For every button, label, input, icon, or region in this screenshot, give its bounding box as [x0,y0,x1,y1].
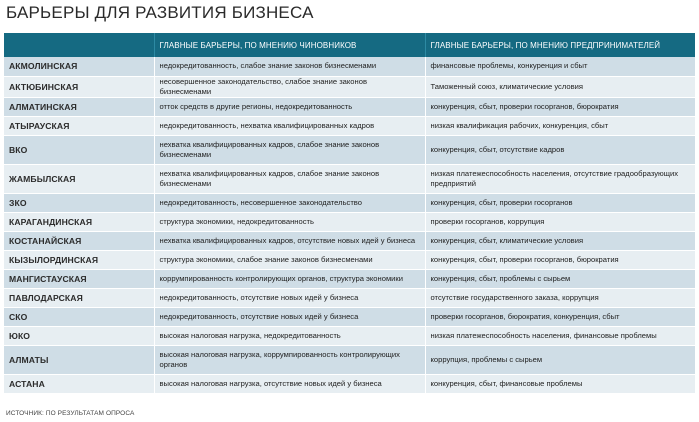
entrepreneurs-cell: конкуренция, сбыт, проблемы с сырьем [425,269,695,288]
header-entrepreneurs: ГЛАВНЫЕ БАРЬЕРЫ, ПО МНЕНИЮ ПРЕДПРИНИМАТЕЛЕЙ [425,33,695,57]
table-header-row [4,33,695,57]
header-officials: ГЛАВНЫЕ БАРЬЕРЫ, ПО МНЕНИЮ ЧИНОВНИКОВ [154,33,425,57]
officials-cell: высокая налоговая нагрузка, отсутствие новых идей у бизнеса [154,374,425,393]
region-cell: КОСТАНАЙСКАЯ [4,231,154,250]
officials-cell: структура экономики, слабое знание законов бизнесменами [154,250,425,269]
entrepreneurs-cell: Таможенный союз, климатические условия [425,76,695,97]
region-cell: АКТЮБИНСКАЯ [4,76,154,97]
officials-cell: недокредитованность, слабое знание законов бизнесменами [154,57,425,76]
region-cell: ПАВЛОДАРСКАЯ [4,288,154,307]
officials-cell: недокредитованность, нехватка квалифицированных кадров [154,116,425,135]
officials-cell: несовершенное законодательство, слабое знание законов бизнесменами [154,76,425,97]
officials-cell: высокая налоговая нагрузка, коррумпированность контролирующих органов [154,345,425,374]
table-row [4,231,695,250]
region-cell: АТЫРАУСКАЯ [4,116,154,135]
officials-cell: коррумпированность контролирующих органов, структура экономики [154,269,425,288]
entrepreneurs-cell: отсутствие государственного заказа, коррупция [425,288,695,307]
table-row [4,97,695,116]
table-row [4,76,695,97]
table-row [4,57,695,76]
table-row [4,135,695,164]
table-row [4,212,695,231]
officials-cell: высокая налоговая нагрузка, недокредитованность [154,326,425,345]
region-cell: АКМОЛИНСКАЯ [4,57,154,76]
officials-cell: отток средств в другие регионы, недокредитованность [154,97,425,116]
table-row [4,288,695,307]
table-row [4,307,695,326]
officials-cell: недокредитованность, отсутствие новых идей у бизнеса [154,288,425,307]
table-row [4,116,695,135]
entrepreneurs-cell: проверки госорганов, коррупция [425,212,695,231]
region-cell: ЮКО [4,326,154,345]
officials-cell: недокредитованность, отсутствие новых идей у бизнеса [154,307,425,326]
region-cell: КАРАГАНДИНСКАЯ [4,212,154,231]
officials-cell: нехватка квалифицированных кадров, отсутствие новых идей у бизнеса [154,231,425,250]
region-cell: СКО [4,307,154,326]
officials-cell: структура экономики, недокредитованность [154,212,425,231]
entrepreneurs-cell: конкуренция, сбыт, климатические условия [425,231,695,250]
officials-cell: нехватка квалифицированных кадров, слабое знание законов бизнесменами [154,164,425,193]
entrepreneurs-cell: конкуренция, сбыт, отсутствие кадров [425,135,695,164]
entrepreneurs-cell: конкуренция, сбыт, проверки госорганов [425,193,695,212]
entrepreneurs-cell: конкуренция, сбыт, финансовые проблемы [425,374,695,393]
barriers-table [4,33,695,394]
region-cell: ЖАМБЫЛСКАЯ [4,164,154,193]
region-cell: ВКО [4,135,154,164]
entrepreneurs-cell: низкая платежеспособность населения, отсутствие градообразующих предприятий [425,164,695,193]
entrepreneurs-cell: коррупция, проблемы с сырьем [425,345,695,374]
table-row [4,193,695,212]
entrepreneurs-cell: проверки госорганов, бюрократия, конкуренция, сбыт [425,307,695,326]
entrepreneurs-cell: низкая квалификация рабочих, конкуренция, сбыт [425,116,695,135]
page-title: БАРЬЕРЫ ДЛЯ РАЗВИТИЯ БИЗНЕСА [6,3,314,22]
table-row [4,250,695,269]
officials-cell: недокредитованность, несовершенное законодательство [154,193,425,212]
table-row [4,164,695,193]
table-row [4,326,695,345]
header-region [4,33,154,57]
officials-cell: нехватка квалифицированных кадров, слабое знание законов бизнесменами [154,135,425,164]
entrepreneurs-cell: низкая платежеспособность населения, финансовые проблемы [425,326,695,345]
table-row [4,345,695,374]
table-row [4,269,695,288]
region-cell: ЗКО [4,193,154,212]
region-cell: АЛМАТИНСКАЯ [4,97,154,116]
table-row [4,374,695,393]
entrepreneurs-cell: конкуренция, сбыт, проверки госорганов, бюрократия [425,250,695,269]
source-note: ИСТОЧНИК: ПО РЕЗУЛЬТАТАМ ОПРОСА [6,410,135,417]
entrepreneurs-cell: финансовые проблемы, конкуренция и сбыт [425,57,695,76]
region-cell: КЫЗЫЛОРДИНСКАЯ [4,250,154,269]
region-cell: АСТАНА [4,374,154,393]
region-cell: АЛМАТЫ [4,345,154,374]
entrepreneurs-cell: конкуренция, сбыт, проверки госорганов, бюрократия [425,97,695,116]
region-cell: МАНГИСТАУСКАЯ [4,269,154,288]
